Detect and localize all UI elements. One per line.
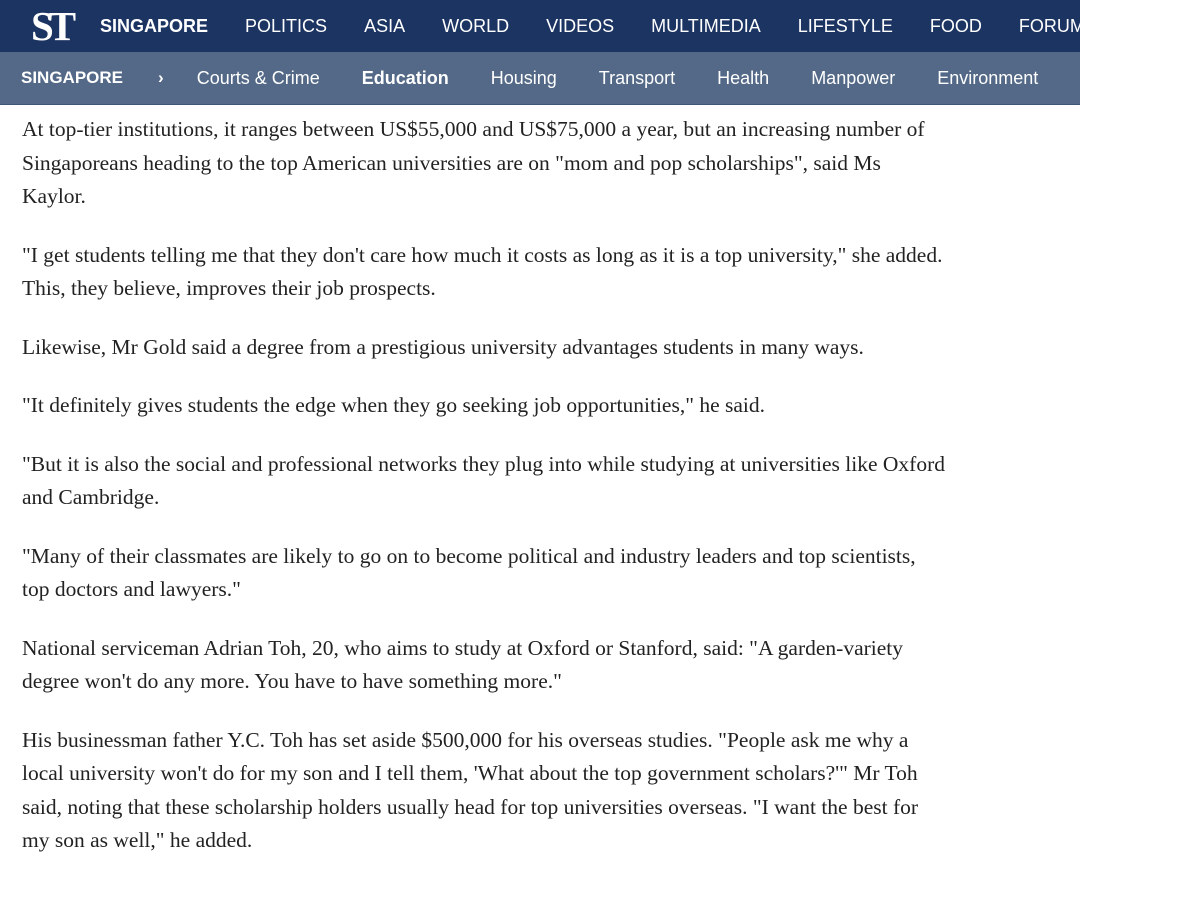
st-logo[interactable]: ST <box>31 3 72 49</box>
subnav-item-education[interactable]: Education <box>361 67 449 88</box>
article-paragraph: National serviceman Adrian Toh, 20, who aims to study at Oxford or Stanford, said: "A garden-variety degree won't do any more. You have to have something more." <box>22 635 904 693</box>
article-paragraph: His businessman father Y.C. Toh has set aside $500,000 for his overseas studies. "People ask me why a local university won't do for my son and I tell them, 'What about the top government scholars?'" Mr Toh said, noting that these scholarship holders usually head for top universities overseas. "I want the best for my son as well," he added. <box>22 727 919 852</box>
article-paragraph: "I get students telling me that they don't care how much it costs as long as it is a top university," she added. This, they believe, improves their job prospects. <box>22 242 943 300</box>
nav-item-opinion[interactable]: OPINION <box>1121 15 1198 36</box>
article-paragraph: "It definitely gives students the edge when they go seeking job opportunities," he said. <box>22 393 766 417</box>
subnav-item-manpower[interactable]: Manpower <box>811 67 896 88</box>
nav-item-food[interactable]: FOOD <box>929 15 982 36</box>
chevron-right-icon: › <box>158 68 164 87</box>
article-paragraph: Likewise, Mr Gold said a degree from a prestigious university advantages students in many ways. <box>22 334 864 359</box>
nav-item-lifestyle[interactable]: LIFESTYLE <box>797 15 893 36</box>
nav-item-singapore[interactable]: SINGAPORE <box>100 15 209 36</box>
subnav-item-environment[interactable]: Environment <box>937 67 1039 88</box>
article-paragraph: "Many of their classmates are likely to go on to become political and industry leaders and top scientists, top doctors and lawyers." <box>22 543 916 601</box>
article-paragraph: "But it is also the social and professional networks they plug into while studying at universities like Oxford and Cambridge. <box>22 451 945 509</box>
main-nav-bar <box>0 0 1198 52</box>
main-nav-items <box>100 0 1198 52</box>
section-nav-items <box>21 52 1038 104</box>
subnav-item-courts-crime[interactable]: Courts & Crime <box>196 67 320 88</box>
subnav-item-health[interactable]: Health <box>717 67 770 88</box>
nav-item-world[interactable]: WORLD <box>442 15 510 36</box>
article-paragraph: At top-tier institutions, it ranges between US$55,000 and US$75,000 a year, but an increasing number of Singaporeans heading to the top American universities are on "mom and pop scholarships", said Ms Kaylor. <box>22 117 925 208</box>
article-body <box>22 113 947 883</box>
section-nav-bar <box>0 52 1080 105</box>
nav-item-asia[interactable]: ASIA <box>364 15 406 36</box>
subnav-item-transport[interactable]: Transport <box>598 67 676 88</box>
nav-item-politics[interactable]: POLITICS <box>245 15 328 36</box>
subnav-item-housing[interactable]: Housing <box>490 67 557 88</box>
section-title-singapore[interactable]: SINGAPORE <box>21 68 124 87</box>
nav-item-videos[interactable]: VIDEOS <box>546 15 615 36</box>
nav-item-multimedia[interactable]: MULTIMEDIA <box>651 15 761 36</box>
nav-item-forum[interactable]: FORUM <box>1018 15 1085 36</box>
